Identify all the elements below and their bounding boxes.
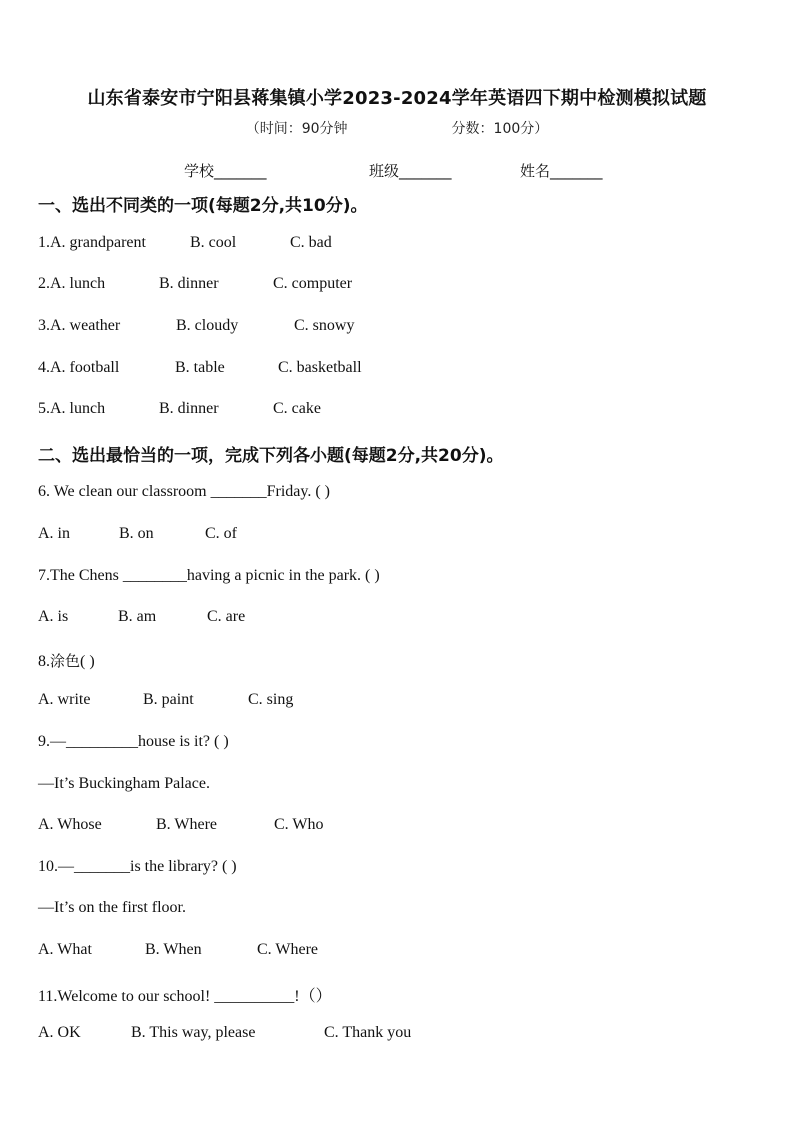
option-b: B. am: [118, 608, 157, 625]
option-c: C. basketball: [278, 359, 362, 376]
option-a: A. lunch: [50, 400, 106, 417]
option-a: A. weather: [50, 317, 121, 334]
option-a: A. lunch: [50, 275, 106, 292]
question-11-stem: 11.Welcome to our school! __________!（）: [38, 988, 332, 1005]
question-1: [38, 234, 332, 252]
option-c: C. computer: [273, 275, 353, 292]
option-a: A. Whose: [38, 816, 102, 833]
question-number: 8.: [38, 653, 50, 670]
option-b: B. paint: [143, 691, 194, 708]
option-b: B. table: [175, 359, 225, 376]
question-8-options: [38, 691, 293, 709]
time-limit: （时间：90分钟: [245, 121, 348, 137]
option-a: A. write: [38, 691, 91, 708]
school-field[interactable]: 学校_______: [184, 162, 267, 180]
question-10-options: [38, 941, 318, 959]
question-4: [38, 359, 362, 377]
question-word: 涂色: [50, 652, 81, 670]
option-c: C. of: [205, 525, 237, 542]
option-a: A. What: [38, 941, 92, 958]
question-8-stem: [38, 650, 95, 671]
option-b: B. cool: [190, 234, 237, 251]
option-a: A. football: [50, 359, 120, 376]
question-9-answer: —It’s Buckingham Palace.: [38, 775, 210, 792]
question-number: 4.: [38, 359, 50, 376]
option-b: B. Where: [156, 816, 218, 833]
option-a: A. grandparent: [50, 234, 146, 251]
question-7-stem: 7.The Chens ________having a picnic in the park. ( ): [38, 567, 380, 584]
question-6-options: [38, 525, 237, 543]
option-b: B. This way, please: [131, 1024, 256, 1041]
option-b: B. dinner: [159, 275, 219, 292]
question-number: 2.: [38, 275, 50, 292]
option-a: A. OK: [38, 1024, 81, 1041]
option-b: B. dinner: [159, 400, 219, 417]
option-c: C. Who: [274, 816, 324, 833]
question-9-stem: 9.—_________house is it? ( ): [38, 733, 229, 750]
question-10-stem: 10.—_______is the library? ( ): [38, 858, 237, 875]
option-c: C. Thank you: [324, 1024, 412, 1041]
question-9-options: [38, 816, 323, 834]
question-11-options: [38, 1024, 411, 1042]
question-5: [38, 400, 321, 418]
class-field[interactable]: 班级_______: [369, 162, 452, 180]
option-b: B. on: [119, 525, 154, 542]
option-c: C. Where: [257, 941, 319, 958]
option-c: C. cake: [273, 400, 321, 417]
option-c: C. sing: [248, 691, 294, 708]
option-c: C. are: [207, 608, 246, 625]
option-c: C. bad: [290, 234, 332, 251]
name-field[interactable]: 姓名_______: [520, 162, 603, 180]
option-b: B. When: [145, 941, 202, 958]
exam-title: 山东省泰安市宁阳县蒋集镇小学2023-2024学年英语四下期中检测模拟试题: [87, 88, 707, 109]
section-1-heading: 一、选出不同类的一项(每题2分,共10分)。: [38, 196, 368, 216]
question-2: [38, 275, 352, 293]
option-b: B. cloudy: [176, 317, 239, 334]
question-6-stem: 6. We clean our classroom _______Friday. ( ): [38, 483, 330, 500]
answer-blank: ( ): [80, 653, 95, 670]
question-number: 3.: [38, 317, 50, 334]
question-7-options: [38, 608, 245, 626]
option-c: C. snowy: [294, 317, 355, 334]
section-2-heading: 二、选出最恰当的一项，完成下列各小题(每题2分,共20分)。: [38, 446, 504, 466]
exam-subtitle: [0, 118, 794, 138]
option-a: A. in: [38, 525, 70, 542]
question-10-answer: —It’s on the first floor.: [38, 899, 186, 916]
option-a: A. is: [38, 608, 69, 625]
question-3: [38, 317, 354, 335]
question-number: 1.: [38, 234, 50, 251]
question-number: 5.: [38, 400, 50, 417]
total-score: 分数：100分）: [451, 121, 549, 137]
